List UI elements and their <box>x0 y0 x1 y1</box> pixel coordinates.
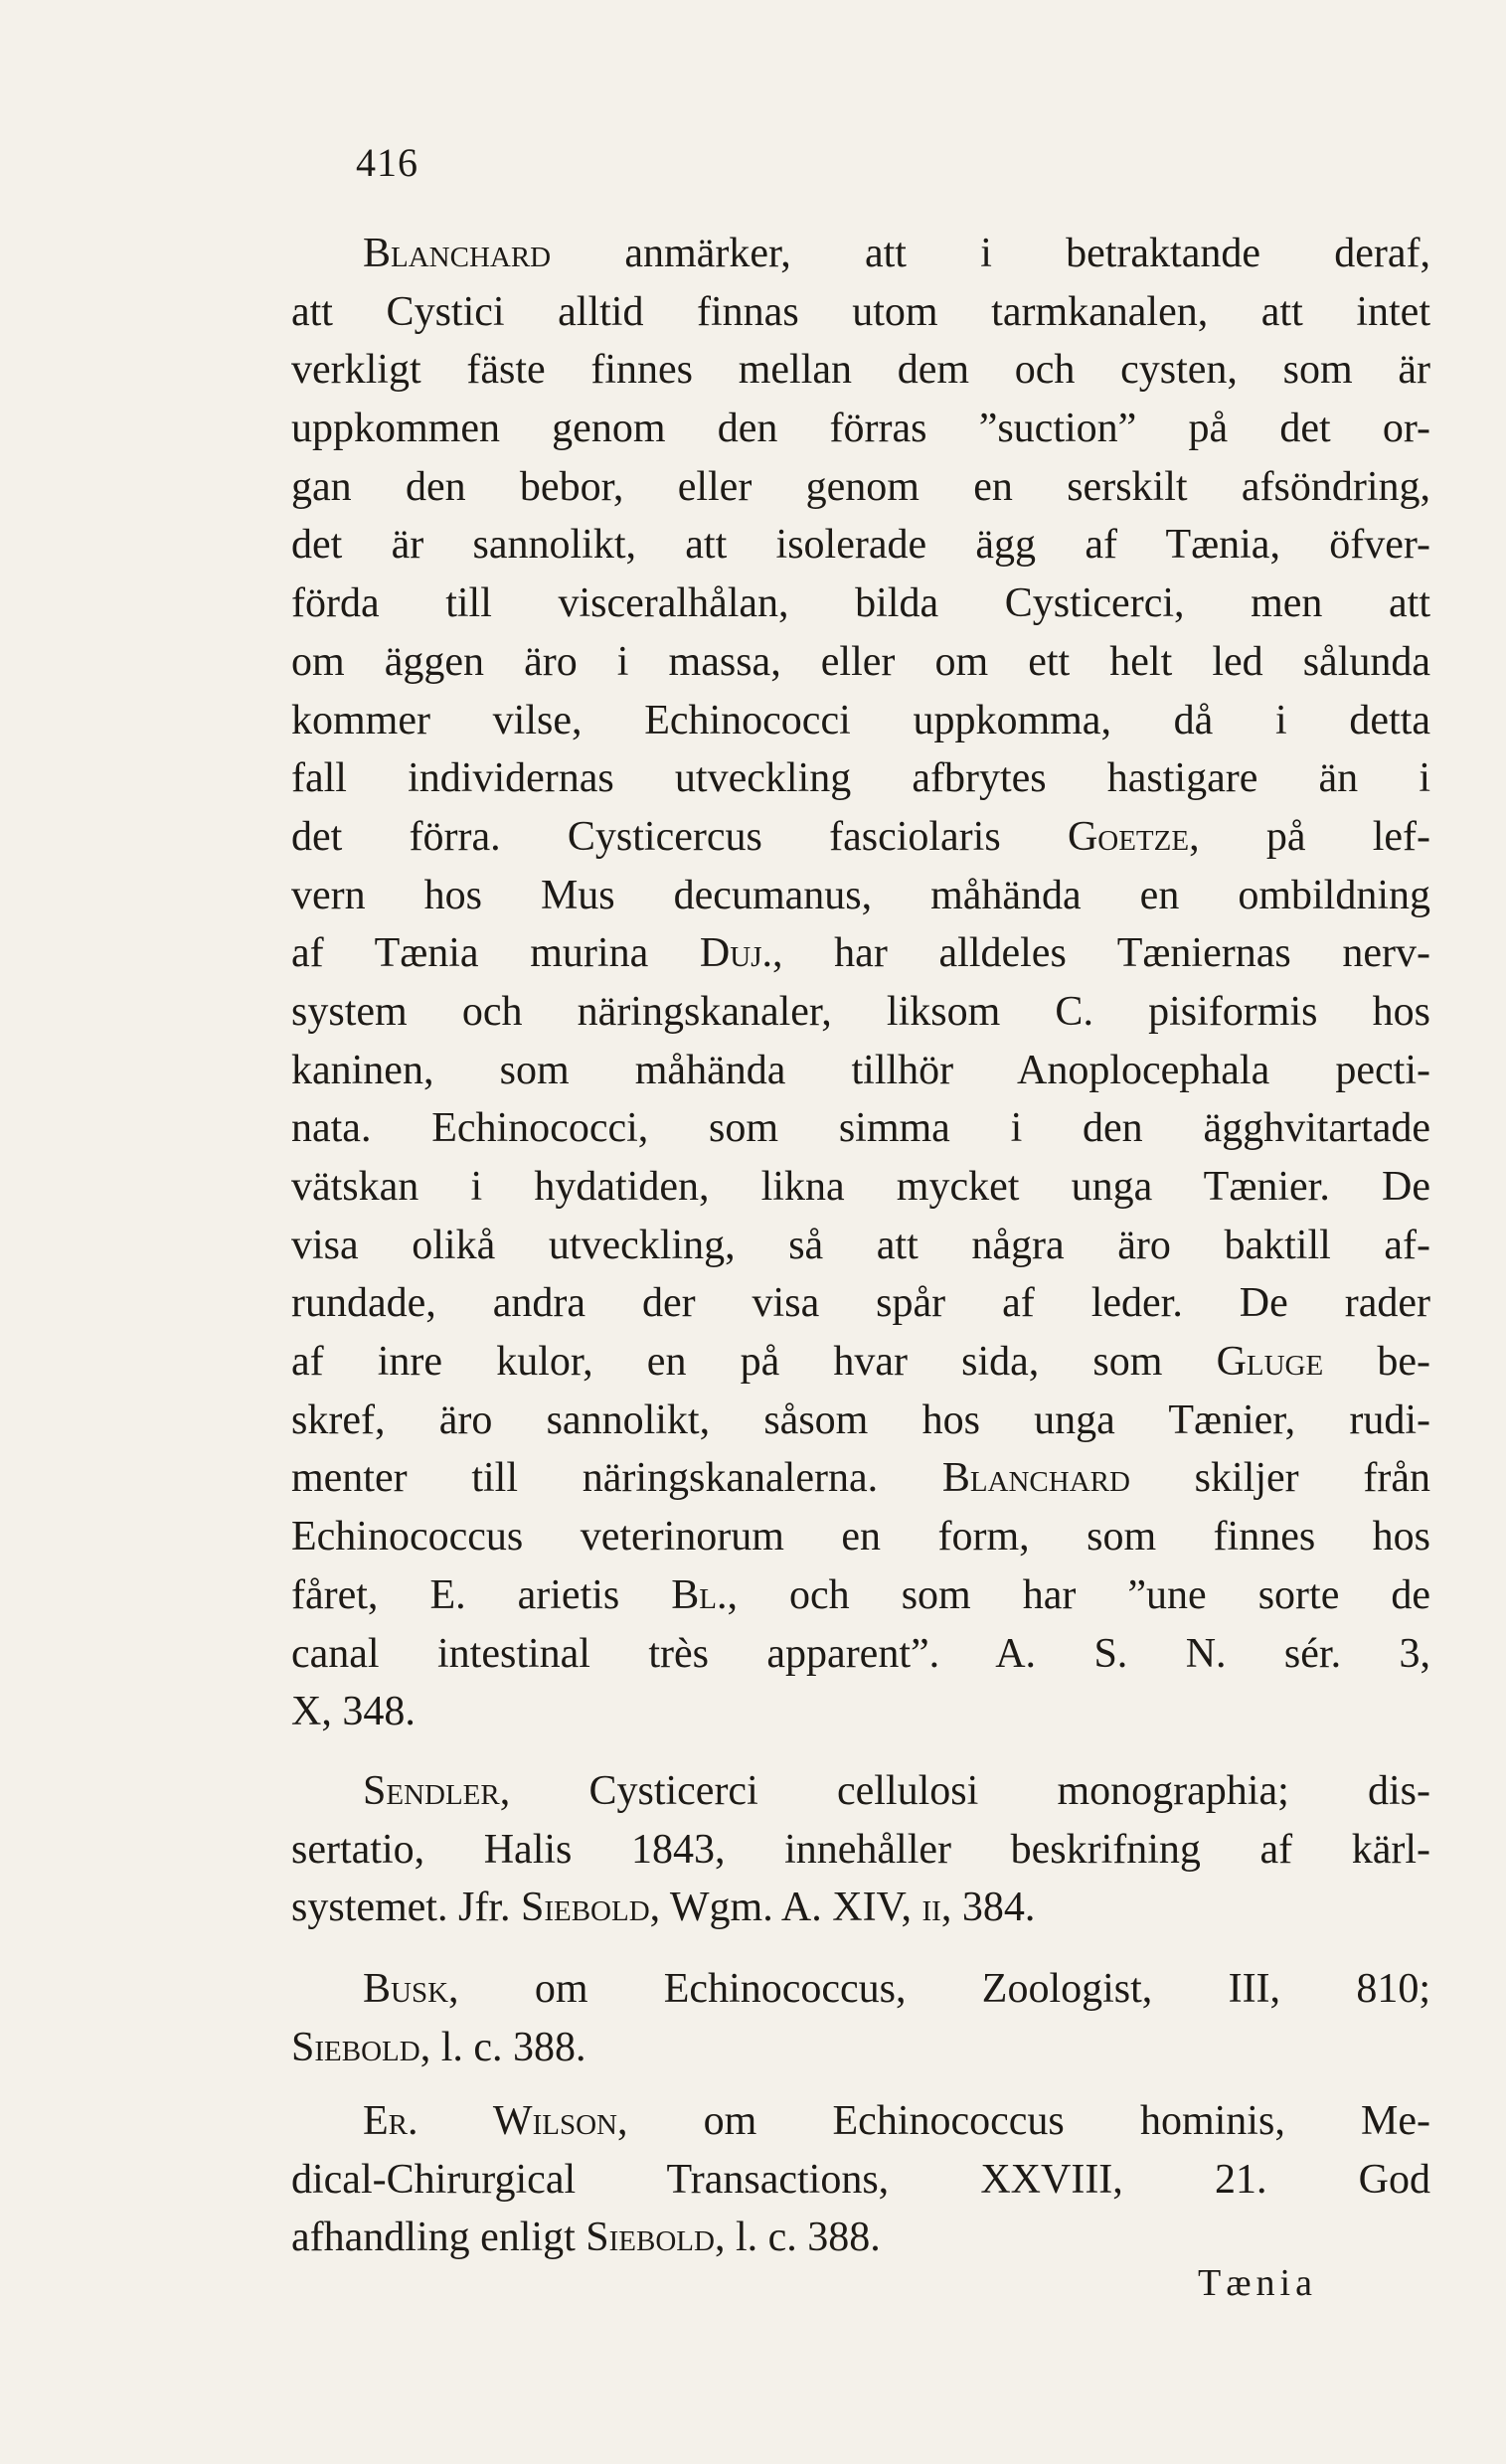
author-name: Er. Wilson <box>363 2098 617 2144</box>
text-line: Busk, om Echinococcus, Zoologist, III, 810; <box>363 1966 1430 2012</box>
text-line: kommer vilse, Echinococci uppkomma, då i detta <box>291 697 1430 743</box>
text-line: nata. Echinococci, som simma i den ägghvitartade <box>291 1105 1430 1152</box>
text-line: dical-Chirurgical Transactions, XXVIII, 21. God <box>291 2156 1430 2203</box>
text-line: fåret, E. arietis Bl., och som har ”une sorte de <box>291 1571 1431 1618</box>
author-name: Siebold <box>291 2024 420 2070</box>
text-line: att Cystici alltid finnas utom tarmkanalen, att intet <box>291 288 1430 335</box>
text-line: sertatio, Halis 1843, innehåller beskrifning af kärl- <box>291 1826 1430 1873</box>
text-line: af Tænia murina Duj., har alldeles Tæniernas nerv- <box>291 930 1430 977</box>
text-line: uppkommen genom den förras ”suction” på det or- <box>291 406 1430 452</box>
text-line: Blanchard anmärker, att i betraktande deraf, <box>363 231 1430 276</box>
author-name: Sendler <box>363 1768 500 1814</box>
text-line: gan den bebor, eller genom en serskilt afsöndring, <box>291 463 1430 510</box>
paragraph-blanchard <box>291 225 1430 1741</box>
text-line: Siebold, l. c. 388. <box>291 2024 586 2070</box>
author-name: Goetze <box>1067 813 1190 860</box>
text-line: verkligt fäste finnes mellan dem och cysten, som är <box>291 347 1430 394</box>
author-name: Duj. <box>699 930 772 977</box>
text-line: det förra. Cysticercus fasciolaris Goetze, på lef- <box>291 813 1430 860</box>
text-line: systemet. Jfr. Siebold, Wgm. A. XIV, ii, 384. <box>291 1885 1036 1931</box>
text-line: X, 348. <box>291 1689 416 1735</box>
paragraph-busk <box>291 1960 1430 2076</box>
paragraph-sendler <box>291 1762 1430 1937</box>
paragraph-wilson <box>291 2092 1430 2267</box>
text-line: vern hos Mus decumanus, måhända en ombildning <box>291 872 1430 918</box>
text-line: förda till visceralhålan, bilda Cysticerci, men att <box>291 580 1430 627</box>
author-name: Busk <box>363 1966 449 2012</box>
text-line: canal intestinal très apparent”. A. S. N. sér. 3, <box>291 1630 1430 1677</box>
text-line: visa olikå utveckling, så att några äro baktill af- <box>291 1222 1430 1268</box>
text-line: Sendler, Cysticerci cellulosi monographia; dis- <box>363 1768 1430 1814</box>
text-line: Er. Wilson, om Echinococcus hominis, Me- <box>363 2098 1430 2144</box>
text-line: afhandling enligt Siebold, l. c. 388. <box>291 2215 881 2261</box>
text-line: af inre kulor, en på hvar sida, som Gluge be- <box>291 1339 1430 1386</box>
author-name: Bl. <box>671 1571 728 1618</box>
text-line: skref, äro sannolikt, såsom hos unga Tænier, rudi- <box>291 1396 1430 1443</box>
text-line: det är sannolikt, att isolerade ägg af Tænia, öfver- <box>291 522 1430 569</box>
text-line: system och näringskanaler, liksom C. pisiformis hos <box>291 988 1430 1035</box>
author-name: Blanchard <box>363 231 552 276</box>
text-line: fall individernas utveckling afbrytes hastigare än i <box>291 755 1430 802</box>
text-line: menter till näringskanalerna. Blanchard skiljer från <box>291 1455 1430 1502</box>
text-line: vätskan i hydatiden, likna mycket unga Tænier. De <box>291 1164 1430 1210</box>
author-name: Siebold <box>520 1885 650 1931</box>
author-name: Siebold <box>586 2215 715 2261</box>
text-line: om äggen äro i massa, eller om ett helt led sålunda <box>291 638 1430 685</box>
author-name: Blanchard <box>941 1455 1130 1502</box>
text-line: rundade, andra der visa spår af leder. De rader <box>291 1280 1430 1327</box>
catchword: Tænia <box>1198 2262 1317 2304</box>
page-number: 416 <box>356 140 418 185</box>
text-line: kaninen, som måhända tillhör Anoplocephala pecti- <box>291 1047 1430 1093</box>
author-name: Gluge <box>1216 1339 1324 1386</box>
text-line: Echinococcus veterinorum en form, som finnes hos <box>291 1514 1430 1561</box>
